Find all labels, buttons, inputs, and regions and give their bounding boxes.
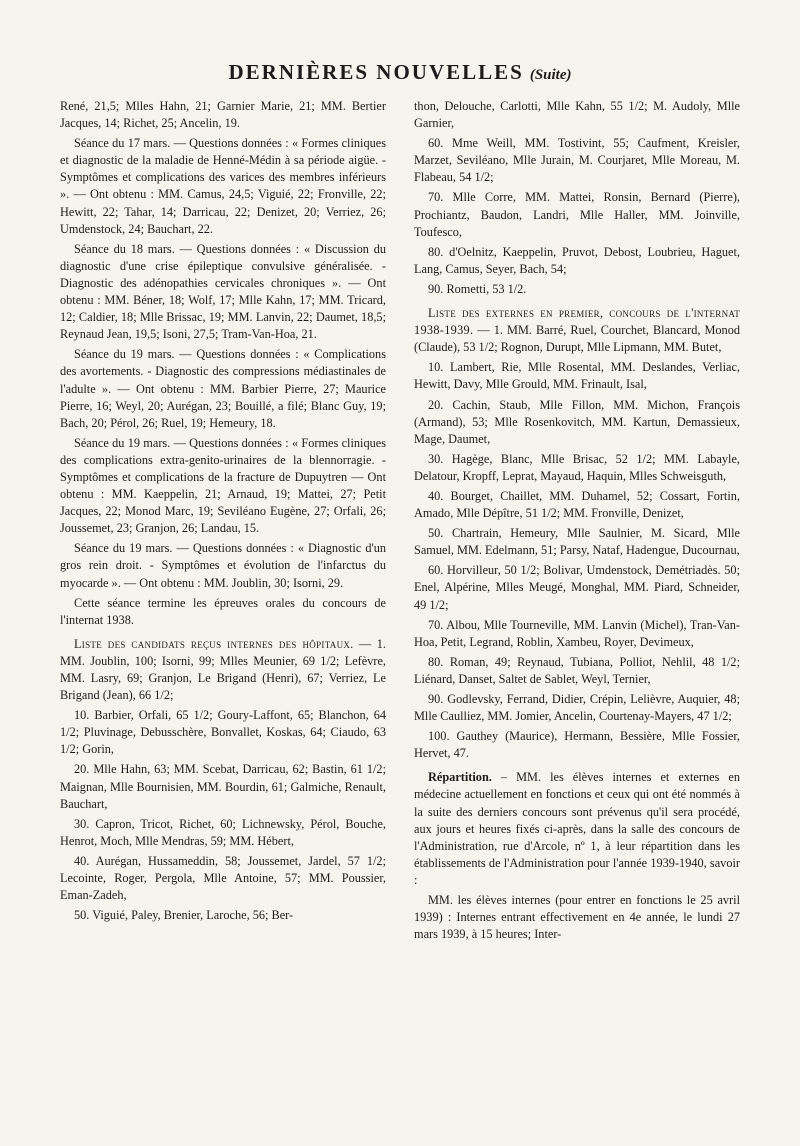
page-title-suite: (Suite) [529,67,572,83]
paragraph: MM. les élèves internes (pour entrer en fonctions le 25 avril 1939) : Internes entrant effectivement en 4e année, le lundi 27 mars 1939, à 15 heures; Inter- [414,893,740,942]
paragraph: Séance du 18 mars. — Questions données : « Discussion du diagnostic d'une crise épileptique convulsive généralisée. - Diagnostic des adénopathies cervicales chroniques ». — Ont obtenu : MM. Béner, 18; Wolf, 17; Mlle Kahn, 17; MM. Tricard, 12; Caldier, 18; Mlle Brissac, 19; MM. Lanvin, 22; Daumet, 18,5; Reynaud Jean, 19,5; Isoni, 27,5; Tram-Van-Hoa, 21. [60,241,386,342]
left-column [60,98,386,927]
page-title [0,60,800,85]
list-item: 70. Albou, Mlle Tourneville, MM. Lanvin (Michel), Tran-Van-Hoa, Petit, Legrand, Roblin, Xambeu, Royer, Devimeux, [414,617,740,649]
list-item: 50. Chartrain, Hemeury, Mlle Saulnier, M. Sicard, Mlle Samuel, MM. Edelmann, 51; Parsy, Nataf, Hadengue, Ducournau, [414,526,740,558]
list-item: 20. Cachin, Staub, Mlle Fillon, MM. Michon, François (Armand), 53; Mlle Rosenkovitch, MM. Kartun, Demassieux, Mage, Daumet, [414,397,740,446]
paragraph: René, 21,5; Mlles Hahn, 21; Garnier Marie, 21; MM. Bertier Jacques, 14; Richet, 25; Ancelin, 19. [60,99,386,131]
paragraph: Séance du 19 mars. — Questions données : « Diagnostic d'un gros rein droit. - Symptômes et évolution de l'infarctus du myocarde ». — Ont obtenu : MM. Joublin, 30; Isorni, 29. [60,541,386,590]
paragraph: Cette séance termine les épreuves orales du concours de l'internat 1938. [60,595,386,627]
list-item: 50. Viguié, Paley, Brenier, Laroche, 56; Ber- [74,908,294,923]
page-title-main: DERNIÈRES NOUVELLES [228,60,524,84]
list-item: 90. Godlevsky, Ferrand, Didier, Crépin, Lelièvre, Auquier, 48; Mlle Caulliez, MM. Jomier, Ancelin, Courtenay-Mayers, 47 1/2; [414,692,740,724]
list-intro [60,636,386,704]
repartition-text: – MM. les élèves internes et externes en médecine actuellement en fonctions et ceux qui ont été nommés à la suite des derniers concours sont prévenus qu'il sera procédé, aux jours et heures fixés ci-après, dans la salle des concours de l'Administration, rue d'Arcole, nº 1, à leur répartition dans les établissements de l'Administration pour l'année 1939-1940, savoir : [414,770,740,887]
list-item: 30. Hagège, Blanc, Mlle Brisac, 52 1/2; MM. Labayle, Delatour, Kropff, Leprat, Mayaud, Haquin, Mlles Schweisguth, [414,451,740,483]
list-text: — 1. MM. Barré, Ruel, Courchet, Blancard, Monod (Claude), 53 1/2; Rognon, Durupt, Mlle Lipmann, MM. Butet, [414,323,740,355]
right-column [414,98,740,946]
list-item: 60. Horvilleur, 50 1/2; Bolivar, Umdenstock, Demétriadès. 50; Enel, Alpérine, Mlles Meugé, Monghal, MM. Piard, Schneider, 49 1/2; [414,563,740,612]
list-item: 60. Mme Weill, MM. Tostivint, 55; Caufment, Kreisler, Marzet, Seviléano, Mlle Jurain, M. Courjaret, Mlle Moreau, M. Flabeau, 54 1/2; [414,136,740,185]
list-item: 10. Barbier, Orfali, 65 1/2; Goury-Laffont, 65; Blanchon, 64 1/2; Pluvinage, Debusschère, Bonvallet, Koskas, 64; Ciaudo, 63 1/2; Gorin, [60,708,386,757]
list-item: 80. Roman, 49; Reynaud, Tubiana, Polliot, Nehlil, 48 1/2; Liénard, Danset, Saltet de Sablet, Weyl, Ternier, [414,654,740,686]
list-text: — 1. MM. Joublin, 100; Isorni, 99; Mlles Meunier, 69 1/2; Lefèvre, MM. Lasry, 69; Granjon, Le Brigand (Henri), 67; Verriez, Le Brigand (Jean), 66 1/2; [60,636,387,703]
repartition-title: Répartition. [428,770,492,785]
list-item: 40. Aurégan, Hussameddin, 58; Joussemet, Jardel, 57 1/2; Lecointe, Roger, Pergola, Mlle Antoine, 57; MM. Poussier, Eman-Zadeh, [60,853,386,903]
list-item: 100. Gauthey (Maurice), Hermann, Bessière, Mlle Fossier, Hervet, 47. [414,729,740,761]
list-item: 40. Bourget, Chaillet, MM. Duhamel, 52; Cossart, Fortin, Amado, Mlle Dépître, 51 1/2; MM. Fronville, Denizet, [414,488,740,521]
list-title: Liste des externes en premier, concours de l'internat 1938-1939. [414,306,740,338]
list-item: 90. Rometti, 53 1/2. [428,281,527,296]
paragraph: Séance du 17 mars. — Questions données : « Formes cliniques et diagnostic de la maladie de Henné-Médin à sa période aigüe. - Symptômes et complications des varices des membres inférieurs ». — Ont obtenu : MM. Camus, 24,5; Viguié, 22; Fronville, 22; Hewitt, 22; Tahar, 14; Darricau, 22; Denizet, 20; Verriez, 26; Umdenstock, 24; Bauchart, 22. [60,136,386,236]
repartition-paragraph [414,769,740,889]
paragraph: Séance du 19 mars. — Questions données : « Complications des avortements. - Diagnostic des compressions médiastinales de l'adulte ». — Ont obtenu : MM. Barbier Pierre, 27; Maurice Pierre, 16; Weyl, 20; Aurégan, 23; Bouillé, a filé; Blanc Guy, 19; Bach, 20; Pérol, 26; Ruel, 19; Hemeury, 18. [60,347,386,430]
list-item: 80. d'Oelnitz, Kaeppelin, Pruvot, Debost, Loubrieu, Haguet, Lang, Camus, Seyer, Bach, 54; [414,244,740,276]
list-item: 70. Mlle Corre, MM. Mattei, Ronsin, Bernard (Pierre), Prochiantz, Baudon, Landri, Mlle Haller, MM. Joinville, Toufesco, [414,190,740,239]
list-item: 10. Lambert, Rie, Mlle Rosental, MM. Deslandes, Verliac, Hewitt, Davy, Mlle Grould, MM. Frinault, Isal, [414,360,740,392]
list-intro [414,305,740,356]
list-item: 30. Capron, Tricot, Richet, 60; Lichnewsky, Pérol, Bouche, Henrot, Moch, Mlle Mendras, 59; MM. Hébert, [60,816,386,848]
paragraph: Séance du 19 mars. — Questions données : « Formes cliniques des complications extra-genito-urinaires de la blennorragie. - Symptômes et complications de la fracture de Dupuytren — Ont obtenu : MM. Kaeppelin, 21; Arnaud, 19; Mattei, 27; Petit Jacques, 22; Monod Marc, 19; Seviléano Eugène, 27; Orfali, 26; Joussemet, 23; Granjon, 26; Landau, 15. [60,435,386,536]
list-item: 20. Mlle Hahn, 63; MM. Scebat, Darricau, 62; Bastin, 61 1/2; Maignan, Mlle Bournisien, MM. Bourdin, 61; Galmiche, Renault, Bauchart, [60,762,386,811]
list-item: thon, Delouche, Carlotti, Mlle Kahn, 55 1/2; M. Audoly, Mlle Garnier, [414,99,740,131]
list-title: Liste des candidats reçus internes des hôpitaux. [74,636,354,651]
